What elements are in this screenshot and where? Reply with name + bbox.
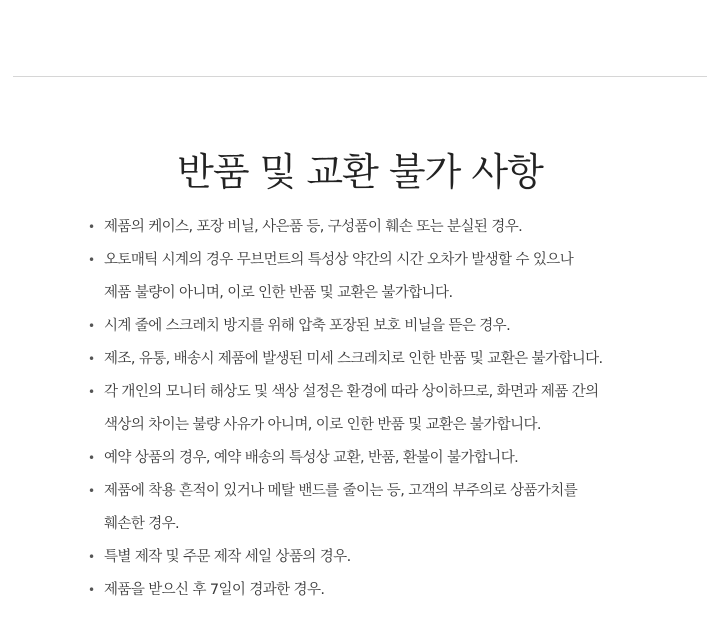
notice-list	[88, 211, 648, 607]
list-item-text: 제조, 유통, 배송시 제품에 발생된 미세 스크레치로 인한 반품 및 교환은 불가합니다.	[104, 351, 603, 367]
list-item-text: 제품의 케이스, 포장 비닐, 사은품 등, 구성품이 훼손 또는 분실된 경우.	[104, 219, 523, 235]
list-item-text: 훼손한 경우.	[104, 516, 180, 532]
list-item	[88, 310, 648, 343]
list-item	[88, 244, 648, 310]
bullet-icon: •	[88, 550, 95, 564]
list-item-text: 제품을 받으신 후 7일이 경과한 경우.	[104, 582, 325, 598]
list-item	[88, 211, 648, 244]
bullet-icon: •	[88, 583, 95, 597]
list-item	[88, 475, 648, 541]
list-item	[88, 343, 648, 376]
bullet-icon: •	[88, 220, 95, 234]
list-item-text: 특별 제작 및 주문 제작 세일 상품의 경우.	[104, 549, 351, 565]
list-item-text: 제품에 착용 흔적이 있거나 메탈 밴드를 줄이는 등, 고객의 부주의로 상품가치를	[104, 483, 578, 499]
list-item-text: 예약 상품의 경우, 예약 배송의 특성상 교환, 반품, 환불이 불가합니다.	[104, 450, 519, 466]
bullet-icon: •	[88, 253, 95, 267]
list-item-text: 각 개인의 모니터 해상도 및 색상 설정은 환경에 따라 상이하므로, 화면과 제품 간의	[104, 384, 599, 400]
list-item-text: 색상의 차이는 불량 사유가 아니며, 이로 인한 반품 및 교환은 불가합니다.	[104, 417, 541, 433]
list-item-text: 제품 불량이 아니며, 이로 인한 반품 및 교환은 불가합니다.	[104, 285, 453, 301]
list-item	[88, 442, 648, 475]
page-title: 반품 및 교환 불가 사항	[177, 150, 543, 194]
list-item	[88, 574, 648, 607]
bullet-icon: •	[88, 352, 95, 366]
list-item-text: 시계 줄에 스크레치 방지를 위해 압축 포장된 보호 비닐을 뜯은 경우.	[104, 318, 511, 334]
bullet-icon: •	[88, 319, 95, 333]
list-item	[88, 376, 648, 442]
list-item	[88, 541, 648, 574]
top-divider	[13, 76, 707, 77]
bullet-icon: •	[88, 451, 95, 465]
list-item-text: 오토매틱 시계의 경우 무브먼트의 특성상 약간의 시간 오차가 발생할 수 있으나	[104, 252, 574, 268]
bullet-icon: •	[88, 484, 95, 498]
bullet-icon: •	[88, 385, 95, 399]
